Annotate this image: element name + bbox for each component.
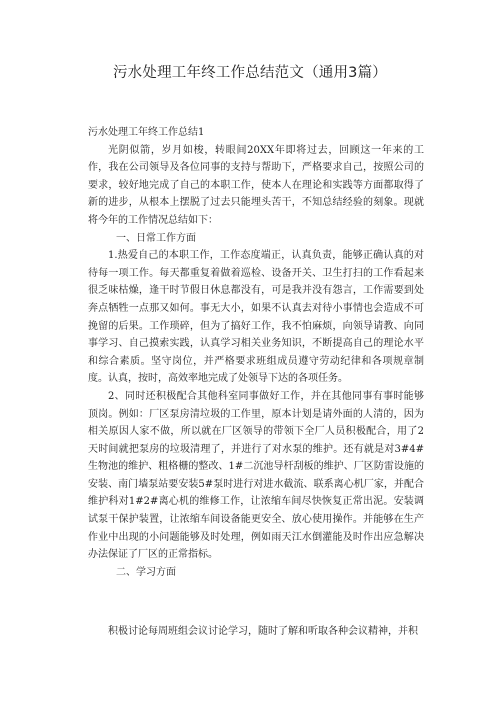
heading-study: 二、学习方面 (116, 566, 176, 578)
paragraph-daily-work-1: 1.热爱自己的本职工作，工作态度端正，认真负责，能够正确认真的对待每一项工作。每天都重复着做着巡检、设备开关、卫生打扫的工作看起来很乏味枯燥，逢干时节假日休息都没有，可是我并没有怨言，工作需要到处奔点牺牲一点那又如何。事无大小，如果不认真去对待小事情也会造成不可挽留的后果。工作琐碎，但为了搞好工作，我不怕麻烦，向领导请教、向同事学习、自己摸索实践，认真学习相关业务知识，不断提高自己的理论水平和综合素质。坚守岗位，并严格要求班组成员遵守劳动纪律和各项规章制度。认真，按时，高效率地完成了处领导下达的各项任务。 (88, 250, 424, 385)
document-body (88, 124, 424, 641)
document-title: 污水处理工年终工作总结范文（通用3篇） (112, 65, 388, 81)
paragraph-daily-work-2: 2、同时还积极配合其他科室同事做好工作，并在其他同事有事时能够顶岗。例如：厂区泵房清垃圾的工作里，原本计划是请外面的人清的，因为相关原因人家不做，所以就在厂区领导的带领下全厂人员积极配合，用了2天时间就把泵房的垃圾清理了，并进行了对水泵的维护。还有就是对3#4#生物池的维护、粗格栅的整改、1#二沉池导杆刮板的维护、厂区防雷设施的安装、南门墙泵站要安装5#泵时进行对进水截流、联系离心机厂家，并配合维护科对1#2#离心机的维修工作，让浓缩车间尽快恢复正常出泥。安装调试泵干保护装置，让浓缩车间设备能更安全、放心使用操作。并能够在生产作业中出现的小问题能够及时处理，例如雨天江水倒灌能及时作出应急解决办法保证了厂区的正常指标。 (88, 390, 424, 561)
paragraph-study: 积极讨论每周班组会议讨论学习，随时了解和听取各种会议精神，并积 (108, 626, 418, 638)
heading-daily-work: 一、日常工作方面 (116, 232, 196, 244)
section-title: 污水处理工年终工作总结1 (88, 127, 205, 138)
paragraph-intro: 光阴似箭，岁月如梭，转眼间20XX年即将过去，回顾这一年来的工作，我在公司领导及各位同事的支持与帮助下，严格要求自己，按照公司的要求，较好地完成了自己的本职工作，使本人在理论和实践等方面都取得了新的进步，从根本上摆脱了过去只能埋头苦干，不知总结经验的刻象。现就将今年的工作情况总结如下： (88, 144, 424, 226)
